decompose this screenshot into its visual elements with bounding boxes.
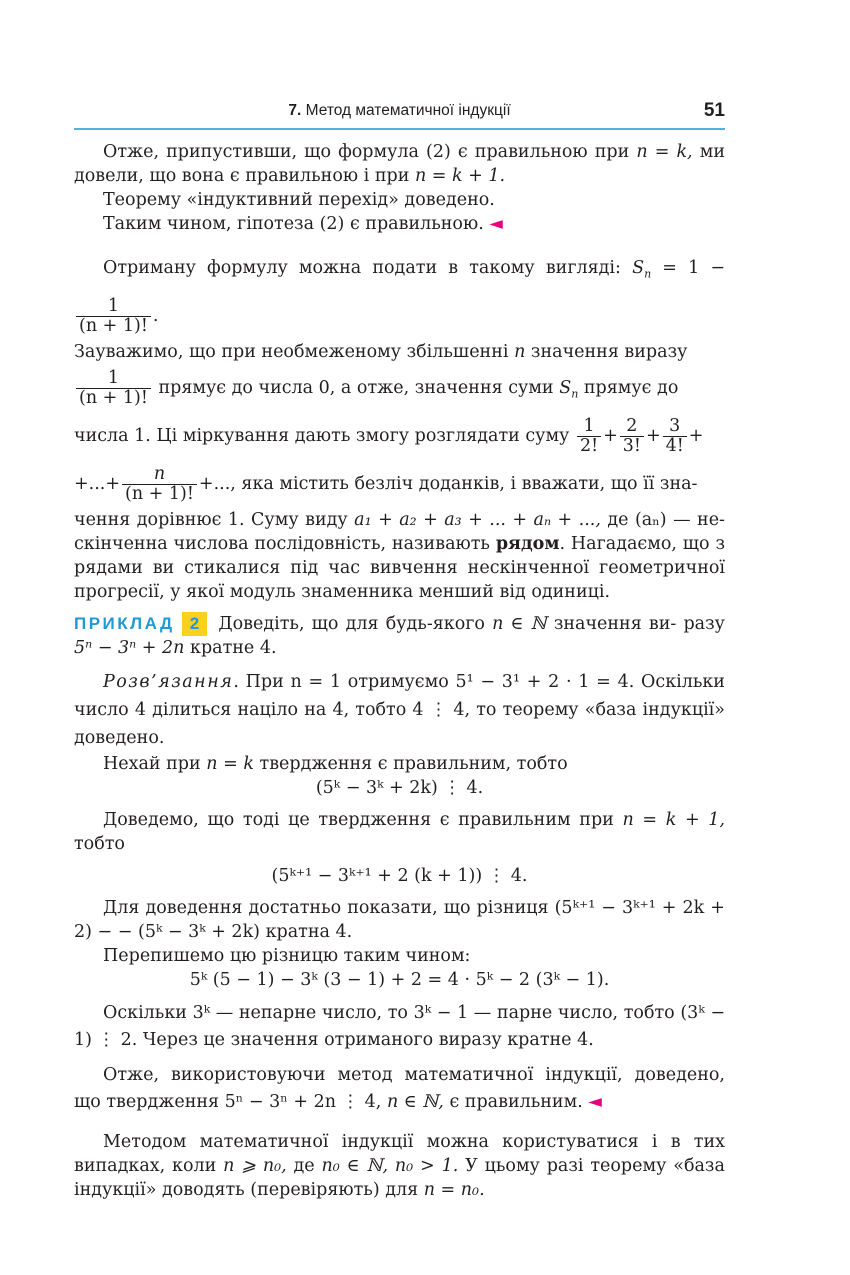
- paragraph: Перепишемо цю різницю таким чином:: [103, 946, 471, 966]
- paragraph: Отже, використовуючи метод математичної індукції, доведено, що твердження 5ⁿ − 3ⁿ + 2n ⋮ 4, n ∈ ℕ, є правильним. ◄: [74, 1065, 725, 1112]
- paragraph: +...+ $\frac{n}{(n + 1)!}$ +..., яка містить безліч доданків, і вважати, що її зна-: [74, 464, 698, 504]
- end-of-proof-icon: ◄: [489, 214, 503, 234]
- paragraph: Доведемо, що тоді це твердження є правильним при n = k + 1, тобто: [74, 810, 725, 854]
- chapter-number: 7.: [288, 102, 302, 119]
- solution-label: Розв’язання: [103, 672, 234, 692]
- chapter-title: [74, 102, 725, 120]
- fraction: $\frac{3}{4!}$: [663, 417, 687, 456]
- example-statement: ПРИКЛАД 2 Доведіть, що для будь-якого n ∈ ℕ значення ви- разу 5ⁿ − 3ⁿ + 2n кратне 4.: [74, 614, 725, 658]
- paragraph: Отриману формулу можна подати в такому вигляді: $S_n = 1$ − $\frac{1}{(n + 1)!}$ .: [74, 244, 725, 340]
- paragraph: числа 1. Ці міркування дають змогу розглядати суму $\frac{1}{2!}$ + $\frac{2}{3!}$ + $\frac{3}{4!}$ +: [74, 416, 704, 456]
- equation: (5ᵏ − 3ᵏ + 2k) ⋮ 4.: [315, 778, 484, 798]
- paragraph: $\frac{1}{(n + 1)!}$ прямує до числа 0, а отже, значення суми $S_n$ прямує до: [74, 364, 725, 412]
- paragraph: Зауважимо, що при необмеженому збільшенні n значення виразу: [74, 342, 688, 362]
- fraction: $\frac{n}{(n + 1)!}$: [122, 465, 197, 504]
- paragraph: Для доведення достатньо показати, що різниця (5ᵏ⁺¹ − 3ᵏ⁺¹ + 2k + 2) − − (5ᵏ − 3ᵏ + 2k) кратна 4.: [74, 898, 725, 942]
- paragraph: Методом математичної індукції можна користуватися і в тих випадках, коли n ⩾ n₀, де n₀ ∈ ℕ, n₀ > 1. У цьому разі теорему «база індукції» доводять (перевіряють) для n = n₀.: [74, 1132, 725, 1200]
- paragraph: Розв’язання. При n = 1 отримуємо 5¹ − 3¹ + 2 · 1 = 4. Оскільки число 4 ділиться націло на 4, тобто 4 ⋮ 4, то теорему «база індукції» доведено.: [74, 672, 725, 748]
- paragraph: Теорему «індуктивний перехід» доведено.: [103, 190, 495, 210]
- chapter-name: Метод математичної індукції: [305, 102, 511, 119]
- fraction: $\frac{1}{(n + 1)!}$: [76, 297, 151, 336]
- end-of-proof-icon: ◄: [588, 1092, 602, 1112]
- paragraph: Оскільки 3ᵏ — непарне число, то 3ᵏ − 1 — парне число, тобто (3ᵏ − 1) ⋮ 2. Через це значення отриманого виразу кратне 4.: [74, 1003, 725, 1050]
- equation: 5ᵏ (5 − 1) − 3ᵏ (3 − 1) + 2 = 4 · 5ᵏ − 2 (3ᵏ − 1).: [189, 970, 610, 990]
- paragraph: Отже, припустивши, що формула (2) є правильною при n = k, ми довели, що вона є правильною і при n = k + 1.: [74, 142, 725, 186]
- page-header: [74, 100, 725, 128]
- paragraph: Нехай при n = k твердження є правильним, тобто: [103, 754, 568, 774]
- paragraph: чення дорівнює 1. Суму виду a₁ + a₂ + a₃ + ... + aₙ + ..., де (aₙ) — не- скінченна числова послідовність, називають рядом. Нагадаємо, що з рядами ви стикалися під час вивчення нескінченної геометричної прогресії, у якої модуль знаменника менший від одиниці.: [74, 510, 725, 602]
- example-label: ПРИКЛАД: [74, 614, 175, 633]
- paragraph: Таким чином, гіпотеза (2) є правильною. ◄: [103, 214, 503, 234]
- fraction: $\frac{1}{(n + 1)!}$: [76, 369, 151, 408]
- header-rule: [74, 128, 725, 130]
- page-body: [74, 140, 725, 1202]
- page-number: 51: [703, 100, 725, 121]
- example-number: 2: [182, 612, 207, 636]
- fraction: $\frac{2}{3!}$: [620, 417, 644, 456]
- equation: (5ᵏ⁺¹ − 3ᵏ⁺¹ + 2 (k + 1)) ⋮ 4.: [271, 866, 528, 886]
- fraction: $\frac{1}{2!}$: [577, 417, 601, 456]
